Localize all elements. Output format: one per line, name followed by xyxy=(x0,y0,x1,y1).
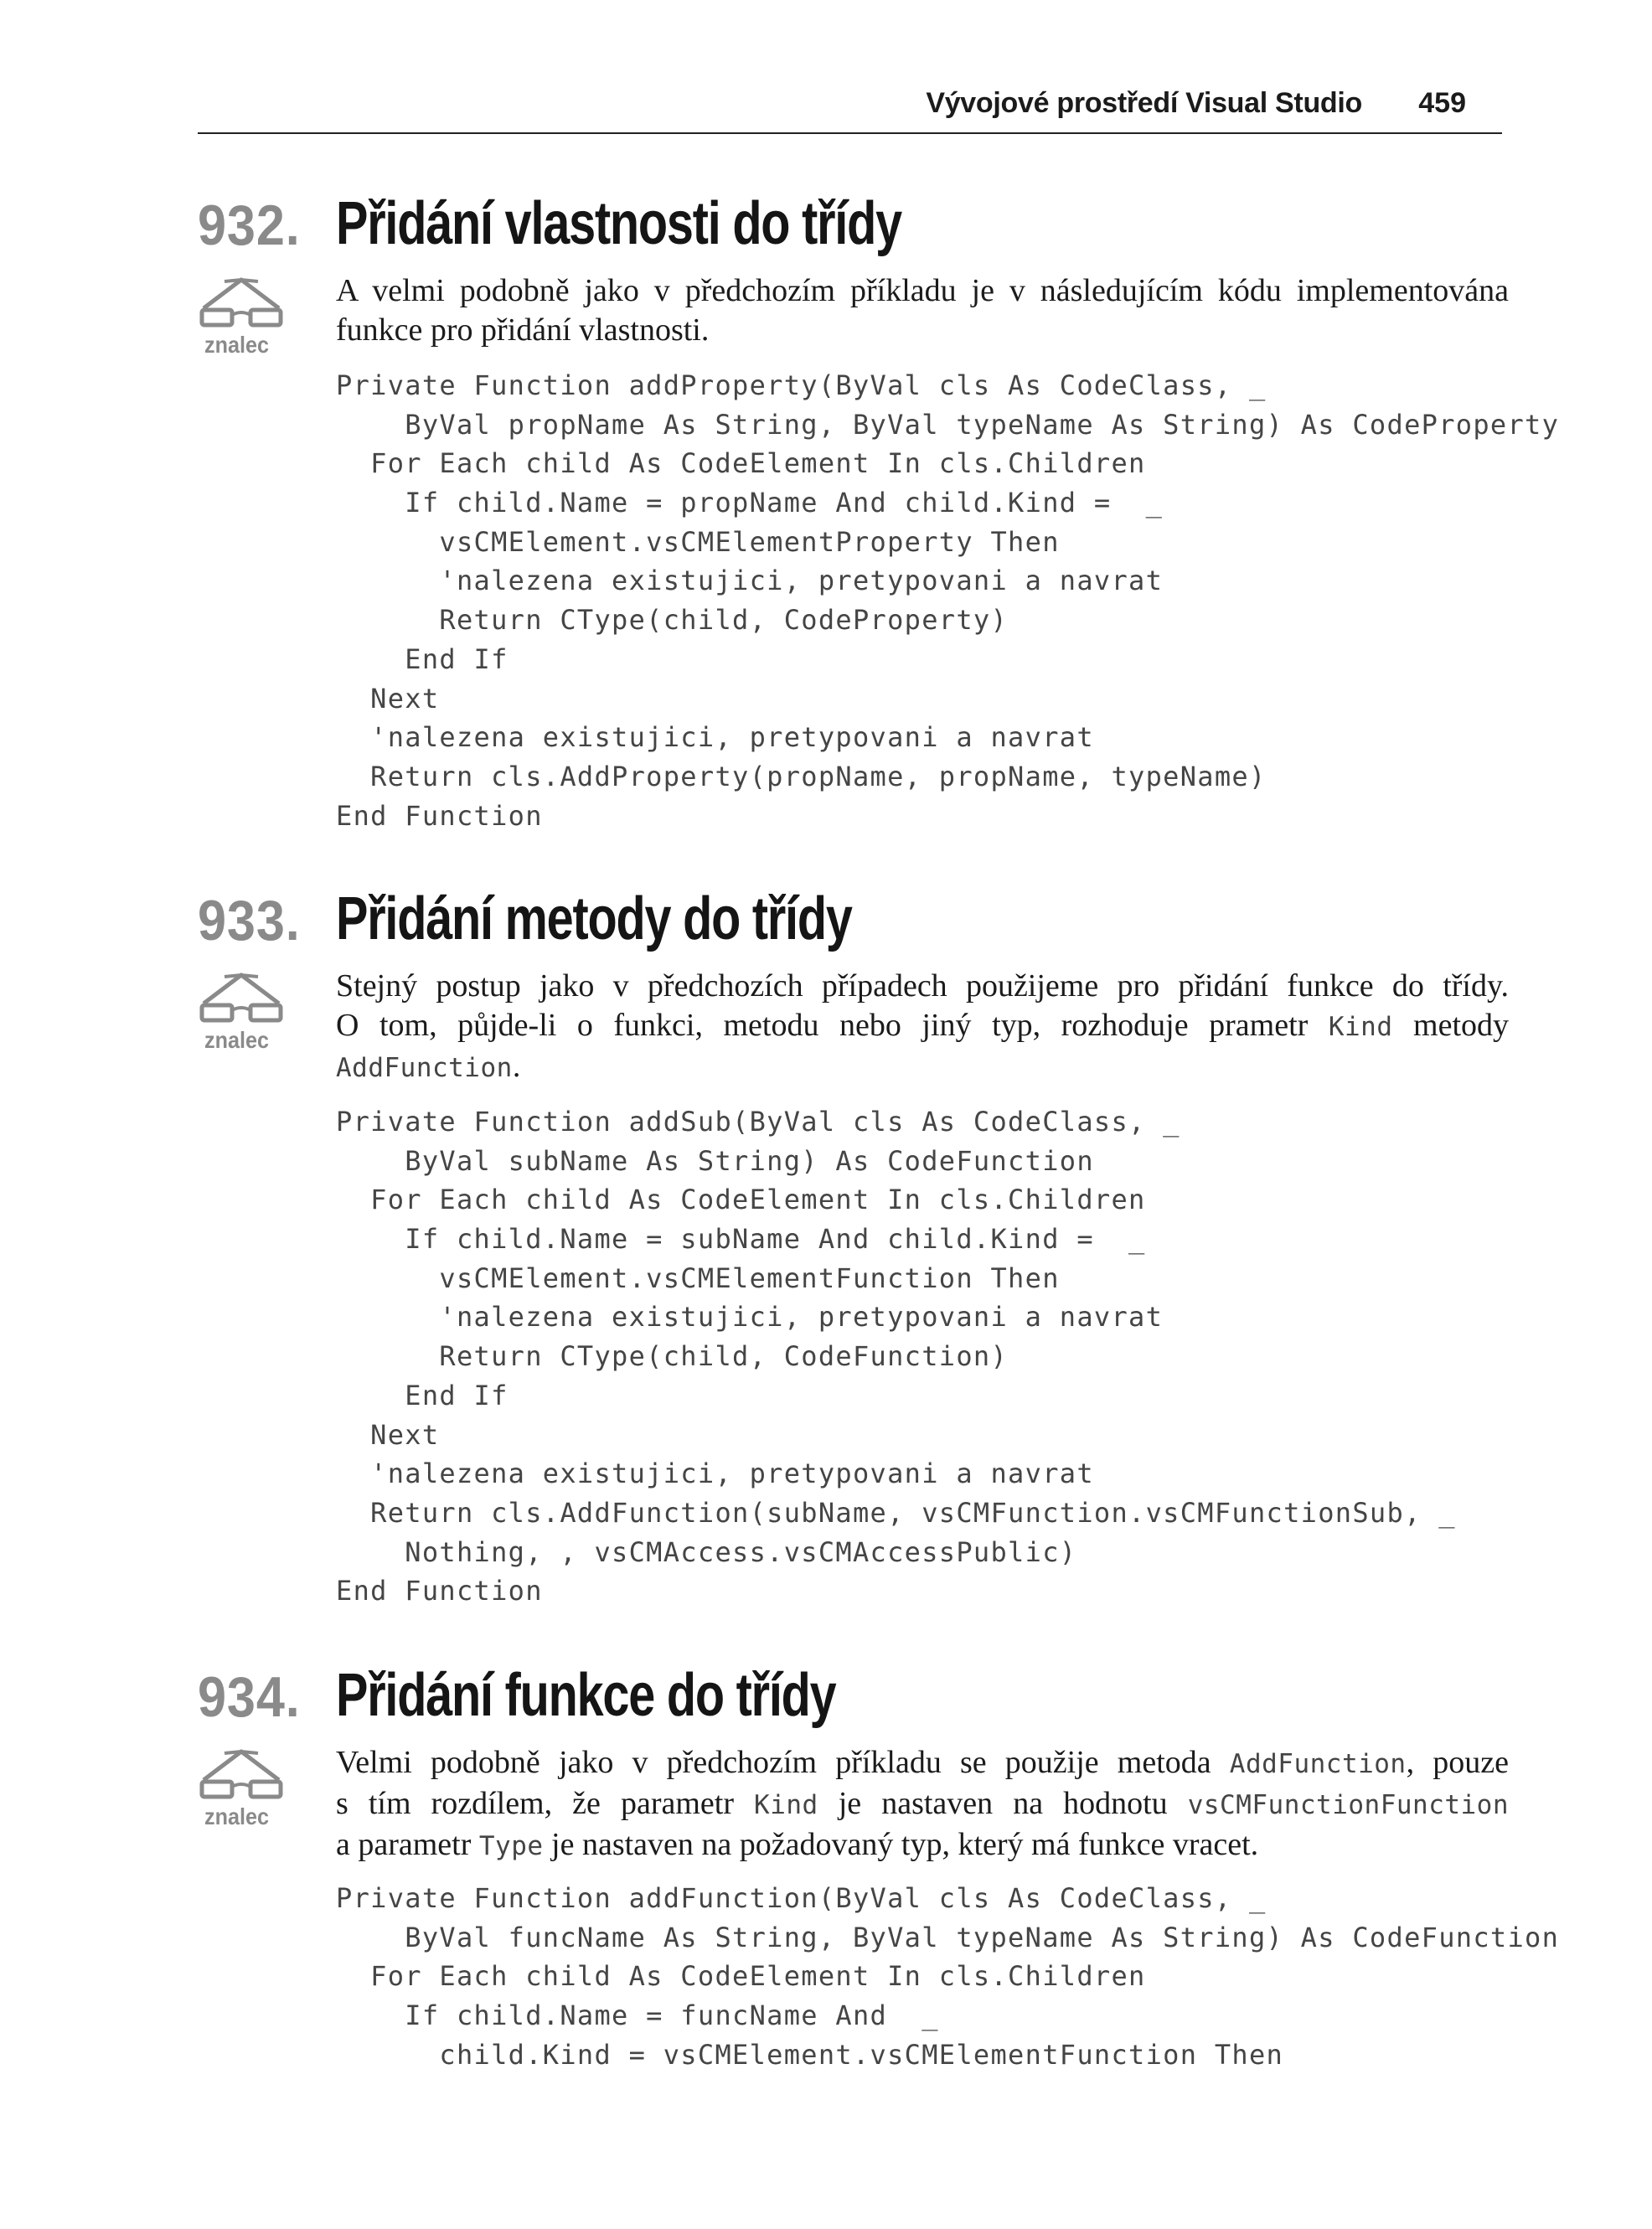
intro-text: Velmi podobně jako v předchozím příkladu se použije metoda xyxy=(336,1745,1230,1780)
badge-label: znalec xyxy=(204,1027,270,1053)
code-line: If child.Name = subName And child.Kind = _ xyxy=(336,1223,1146,1256)
badge-label: znalec xyxy=(204,1803,270,1829)
inline-code: vsCMFunctionFunction xyxy=(1187,1790,1510,1820)
code-line: ByVal propName As String, ByVal typeName As String) As CodeProperty xyxy=(336,408,1560,441)
code-line: For Each child As CodeElement In cls.Children xyxy=(336,447,1146,480)
intro-text: metody xyxy=(1392,1008,1509,1043)
intro-line xyxy=(336,1047,1509,1088)
intro-text: s tím rozdílem, že parametr xyxy=(336,1786,755,1821)
code-line: Private Function addSub(ByVal cls As CodeClass, _ xyxy=(336,1106,1180,1138)
code-line: Private Function addProperty(ByVal cls As CodeClass, _ xyxy=(336,369,1267,401)
intro-text: je nastaven na hodnotu xyxy=(818,1786,1188,1821)
section-title: Přidání metody do třídy xyxy=(336,885,852,952)
code-block xyxy=(336,1879,1559,2074)
section-number: 932. xyxy=(198,193,301,257)
page-number: 459 xyxy=(1418,87,1466,119)
section-number: 934. xyxy=(198,1665,301,1729)
code-line: 'nalezena existujici, pretypovani a navrat xyxy=(336,1301,1164,1334)
code-line: End Function xyxy=(336,1575,543,1607)
section-intro xyxy=(336,1743,1509,1866)
section-number: 933. xyxy=(198,889,301,952)
intro-line xyxy=(336,1006,1509,1047)
code-line: child.Kind = vsCMElement.vsCMElementFunction Then xyxy=(336,2038,1284,2071)
inline-code: Kind xyxy=(1328,1012,1393,1042)
intro-line xyxy=(336,1784,1509,1825)
code-line: 'nalezena existujici, pretypovani a navrat xyxy=(336,565,1164,597)
running-head xyxy=(198,84,1502,134)
intro-line: A velmi podobně jako v předchozím příkladu je v následujícím kódu implementována xyxy=(336,273,1509,308)
code-line: Private Function addFunction(ByVal cls As CodeClass, _ xyxy=(336,1882,1267,1914)
code-line: Nothing, , vsCMAccess.vsCMAccessPublic) xyxy=(336,1535,1077,1568)
intro-text: , pouze xyxy=(1406,1745,1509,1780)
expertise-badge xyxy=(195,968,287,1060)
inline-code: Type xyxy=(478,1831,544,1861)
glasses-icon xyxy=(195,1745,287,1803)
code-line: Next xyxy=(336,682,440,715)
expertise-badge xyxy=(195,273,287,365)
expertise-badge xyxy=(195,1745,287,1837)
code-block xyxy=(336,1102,1456,1611)
code-line: If child.Name = propName And child.Kind = _ xyxy=(336,487,1164,519)
intro-text: je nastaven na požadovaný typ, který má funkce vracet. xyxy=(543,1827,1259,1862)
code-line: ByVal funcName As String, ByVal typeName As String) As CodeFunction xyxy=(336,1921,1560,1953)
code-line: 'nalezena existujici, pretypovani a navrat xyxy=(336,721,1094,754)
code-line: For Each child As CodeElement In cls.Children xyxy=(336,1184,1146,1216)
code-line: For Each child As CodeElement In cls.Children xyxy=(336,1960,1146,1993)
intro-line: Stejný postup jako v předchozích případech použijeme pro přidání funkce do třídy. xyxy=(336,968,1509,1004)
code-line: Return cls.AddProperty(propName, propName, typeName) xyxy=(336,760,1267,792)
running-head-title: Vývojové prostředí Visual Studio xyxy=(926,87,1362,119)
code-line: 'nalezena existujici, pretypovani a navrat xyxy=(336,1458,1094,1490)
code-line: Return CType(child, CodeProperty) xyxy=(336,604,1009,637)
section-intro xyxy=(336,967,1509,1088)
section-title: Přidání vlastnosti do třídy xyxy=(336,190,901,257)
code-line: Return CType(child, CodeFunction) xyxy=(336,1340,1009,1373)
intro-line xyxy=(336,1743,1509,1784)
section-title: Přidání funkce do třídy xyxy=(336,1662,836,1729)
code-line: End If xyxy=(336,1379,509,1411)
intro-text: a parametr xyxy=(336,1827,479,1862)
section-intro xyxy=(336,271,1509,350)
code-line: End Function xyxy=(336,799,543,832)
code-line: Return cls.AddFunction(subName, vsCMFunction.vsCMFunctionSub, _ xyxy=(336,1496,1456,1529)
code-line: End If xyxy=(336,642,509,675)
intro-line: funkce pro přidání vlastnosti. xyxy=(336,312,710,348)
code-line: vsCMElement.vsCMElementProperty Then xyxy=(336,525,1060,558)
inline-code: AddFunction xyxy=(336,1053,513,1083)
code-line: ByVal subName As String) As CodeFunction xyxy=(336,1144,1094,1177)
code-block xyxy=(336,366,1559,835)
badge-label: znalec xyxy=(204,332,270,358)
code-line: Next xyxy=(336,1418,440,1451)
inline-code: AddFunction xyxy=(1229,1749,1407,1779)
code-line: If child.Name = funcName And _ xyxy=(336,1999,939,2032)
glasses-icon xyxy=(195,968,287,1027)
inline-code: Kind xyxy=(754,1790,818,1820)
intro-text: . xyxy=(512,1049,521,1084)
intro-text: O tom, půjde-li o funkci, metodu nebo jiný typ, rozhoduje prametr xyxy=(336,1008,1329,1043)
glasses-icon xyxy=(195,273,287,332)
intro-line xyxy=(336,1825,1509,1866)
code-line: vsCMElement.vsCMElementFunction Then xyxy=(336,1262,1060,1294)
